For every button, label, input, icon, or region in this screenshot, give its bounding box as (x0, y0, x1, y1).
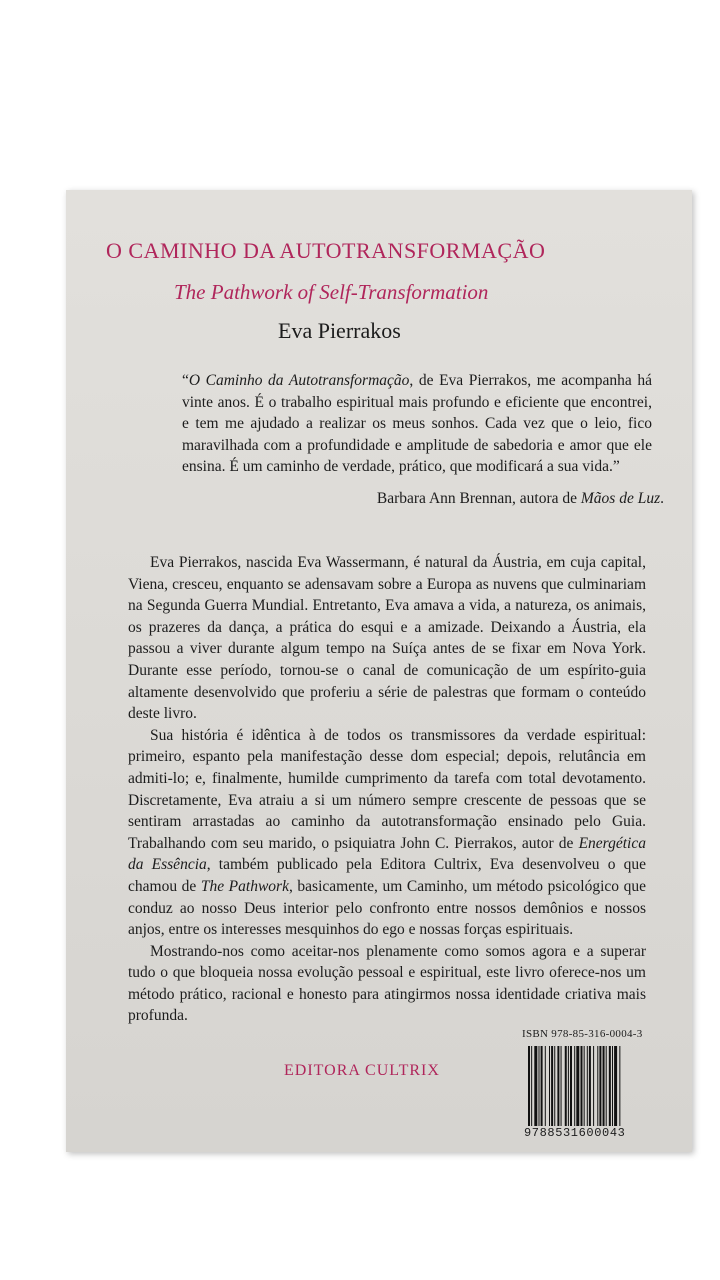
barcode-bar (614, 1046, 617, 1126)
barcode-bar (561, 1046, 562, 1126)
barcode-bar (565, 1046, 567, 1126)
barcode-bar (568, 1046, 569, 1126)
book-title: O CAMINHO DA AUTOTRANSFORMAÇÃO (106, 238, 546, 263)
barcode-bar (554, 1046, 555, 1126)
barcode-bar (545, 1046, 546, 1126)
barcode-bar (584, 1046, 585, 1126)
barcode-bar (534, 1046, 537, 1126)
publisher-name: EDITORA CULTRIX (284, 1062, 440, 1079)
isbn-label: ISBN 978-85-316-0004-3 (522, 1028, 643, 1040)
barcode-bar (589, 1046, 591, 1126)
barcode-bar (528, 1046, 530, 1126)
barcode-bar (531, 1046, 532, 1126)
barcode-bar (570, 1046, 572, 1126)
book-back-cover (66, 190, 692, 1152)
bio-paragraph-1: Eva Pierrakos, nascida Eva Wassermann, é natural da Áustria, em cuja capital, Viena, cresceu, enquanto se adensavam sobre a Europa as nuvens que culminariam na Segunda Guerra Mundial. Entretanto, Eva amava a vida, a natureza, os animais, os prazeres da dança, a prática do esqui e a amizade. Deixando a Áustria, ela passou a viver durante algum tempo na Suíça antes de se fixar em Nova York. Durante esse período, tornou-se o canal de comunicação de um espírito-guia altamente desenvolvido que proferiu a série de palestras que formam o conteúdo deste livro. (128, 554, 646, 723)
barcode-bar (619, 1046, 620, 1126)
barcode-bar (574, 1046, 575, 1126)
barcode-graphic (528, 1046, 648, 1126)
attribution-book-title: Mãos de Luz (580, 489, 661, 507)
barcode-bar (539, 1046, 540, 1126)
author-biography (128, 552, 646, 1027)
barcode-bar (612, 1046, 613, 1126)
barcode-digits: 9788531600043 (524, 1126, 626, 1140)
quote-book-title: O Caminho da Autotransformação (188, 372, 410, 389)
bio-paragraph-2: Sua história é idêntica à de todos os transmissores da verdade espiritual: primeiro, espanto pela manifestação desse dom especial; depois, relutância em admiti-lo; e, finalmente, humilde cumprimento da tarefa com total devotamento. Discretamente, Eva atraiu a si um número sempre crescente de pessoas que se sentiram arrastadas ao caminho da autotransformação ensinado pelo Guia. Trabalhando com seu marido, o psiquiatra John C. Pierrakos, autor de Energética da Essência, também publicado pela Editora Cultrix, Eva desenvolveu o que chamou de The Pathwork, basicamente, um Caminho, um método psicológico que conduz ao nosso Deus interior pelo confronto entre nossos demônios e nossos anjos, entre os interesses mesquinhos do ego e nossas forças espirituais. (128, 726, 646, 939)
bio-book-pathwork: The Pathwork (200, 877, 289, 895)
quote-text: , de Eva Pierrakos, me acompanha há vinte anos. É o trabalho espiritual mais profundo e eficiente que encontrei, e tem me ajudado a realizar os meus sonhos. Cada vez que o leio, fico maravilhada com a profundidade e amplitude de sabedoria e amor que ele ensina. É um caminho de verdade, prático, que modificará a sua vida.” (182, 372, 652, 475)
barcode-bar (609, 1046, 611, 1126)
bio-book-energetica: Energética da Essência (128, 834, 646, 874)
barcode-bar (599, 1046, 601, 1126)
quote-attribution: Barbara Ann Brennan, autora de Mãos de Luz. (376, 489, 664, 507)
barcode-bar (557, 1046, 559, 1126)
book-subtitle: The Pathwork of Self-Transformation (174, 280, 489, 304)
barcode-bar (576, 1046, 579, 1126)
barcode-bar (541, 1046, 543, 1126)
author-name: Eva Pierrakos (278, 318, 401, 343)
barcode-bar (593, 1046, 594, 1126)
quote-open-mark: “ (182, 372, 189, 389)
barcode-bar (603, 1046, 605, 1126)
bio-paragraph-3: Mostrando-nos como aceitar-nos plenamente como somos agora e a superar tudo o que bloqueia nossa evolução pessoal e espiritual, este livro oferece-nos um método prático, racional e honesto para atingirmos nossa identidade criativa mais profunda. (128, 942, 646, 1025)
endorsement-quote (182, 370, 664, 509)
barcode-bar (606, 1046, 607, 1126)
barcode-bar (581, 1046, 583, 1126)
barcode-bar (549, 1046, 550, 1126)
barcode-bar (587, 1046, 588, 1126)
barcode-bar (597, 1046, 598, 1126)
barcode-bar (551, 1046, 553, 1126)
